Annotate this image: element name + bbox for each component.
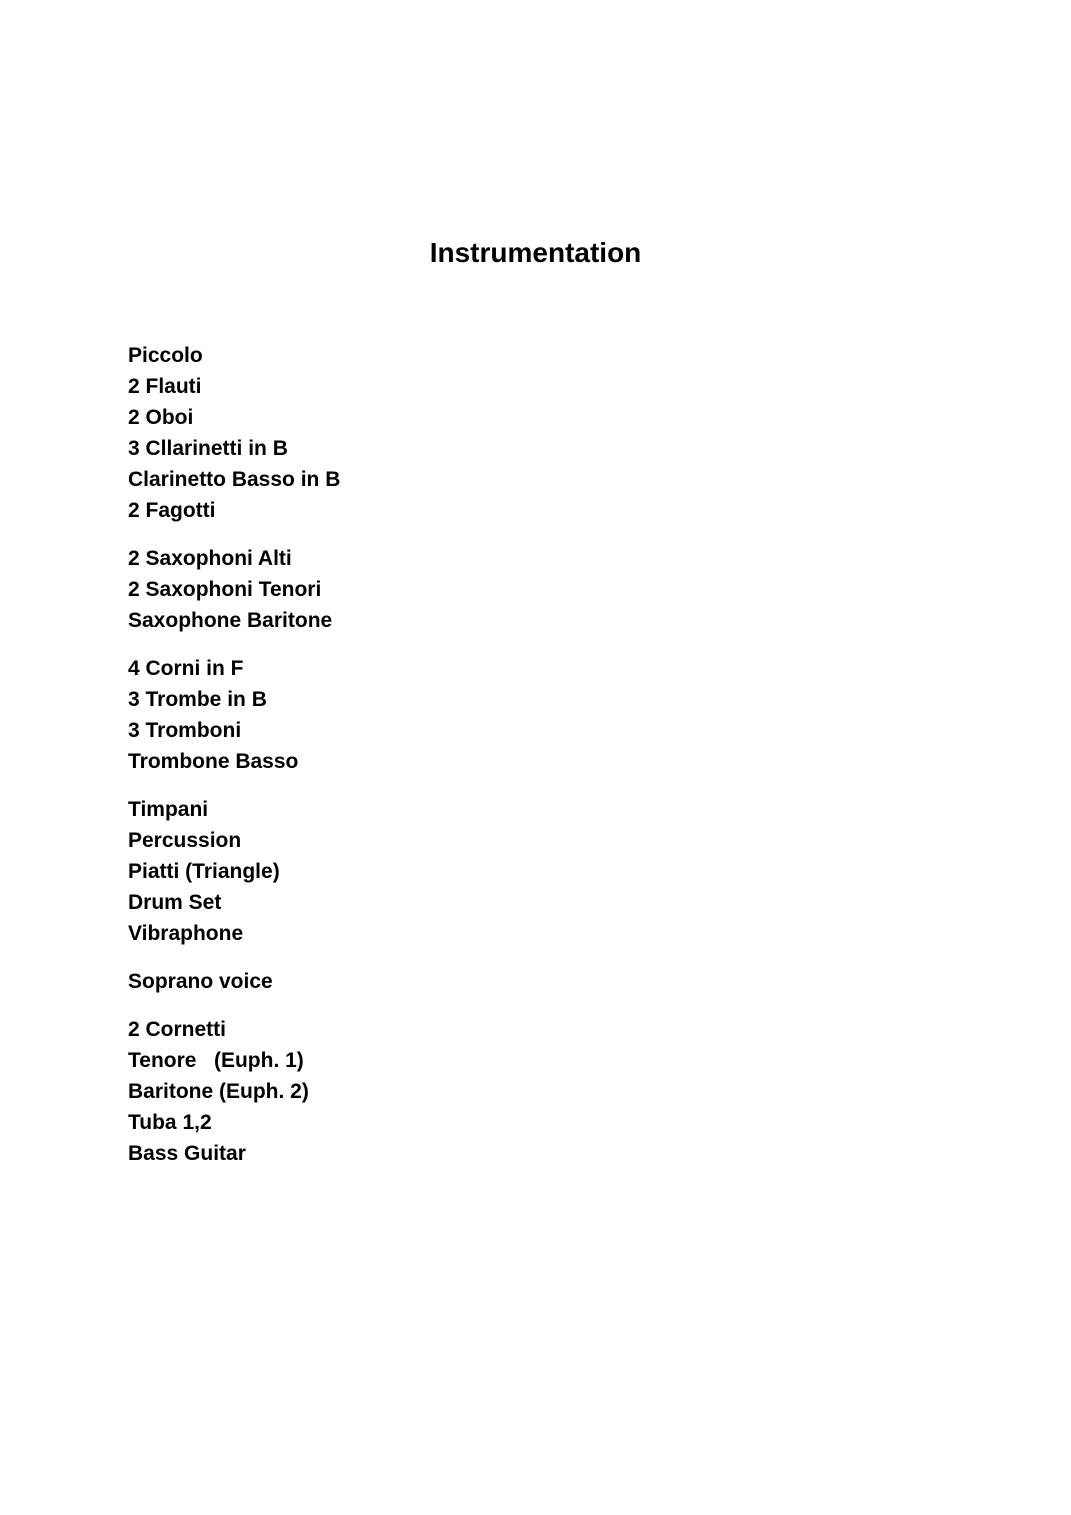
instrument-item: Tenore (Euph. 1) — [128, 1049, 304, 1072]
instrument-item: 2 Saxophoni Tenori — [128, 578, 322, 601]
instrument-item: Percussion — [128, 829, 242, 852]
instrument-item: Timpani — [128, 798, 209, 821]
instrument-item: 2 Oboi — [128, 406, 194, 429]
instrument-item: 2 Flauti — [128, 375, 202, 398]
instrument-group-woodwinds — [128, 340, 340, 526]
instrument-group-brass — [128, 653, 340, 777]
instrument-item: Baritone (Euph. 2) — [128, 1080, 309, 1103]
instrument-item: Piccolo — [128, 344, 203, 367]
instrument-group-band — [128, 1014, 340, 1169]
instrument-item: Bass Guitar — [128, 1142, 246, 1165]
instrument-item: Saxophone Baritone — [128, 609, 333, 632]
instrument-group-saxophones — [128, 543, 340, 636]
instrument-item: 3 Trombe in B — [128, 688, 267, 711]
page-title: Instrumentation — [429, 237, 642, 268]
instrument-item: Clarinetto Basso in B — [128, 468, 341, 491]
instrument-item: 4 Corni in F — [128, 657, 244, 680]
instrument-item: 2 Fagotti — [128, 499, 216, 522]
instrument-item: 2 Cornetti — [128, 1018, 227, 1041]
instrument-item: 3 Tromboni — [128, 719, 242, 742]
instrument-item: Soprano voice — [128, 970, 273, 993]
instrument-item: 2 Saxophoni Alti — [128, 547, 292, 570]
instrument-group-voice — [128, 966, 340, 997]
instrument-item: Drum Set — [128, 891, 222, 914]
instrument-item: Vibraphone — [128, 922, 244, 945]
instrument-item: Trombone Basso — [128, 750, 299, 773]
instrument-item: Tuba 1,2 — [128, 1111, 212, 1134]
instrument-item: Piatti (Triangle) — [128, 860, 280, 883]
instrument-item: 3 Cllarinetti in B — [128, 437, 288, 460]
instrument-group-percussion — [128, 794, 340, 949]
instrument-list — [128, 340, 340, 1186]
